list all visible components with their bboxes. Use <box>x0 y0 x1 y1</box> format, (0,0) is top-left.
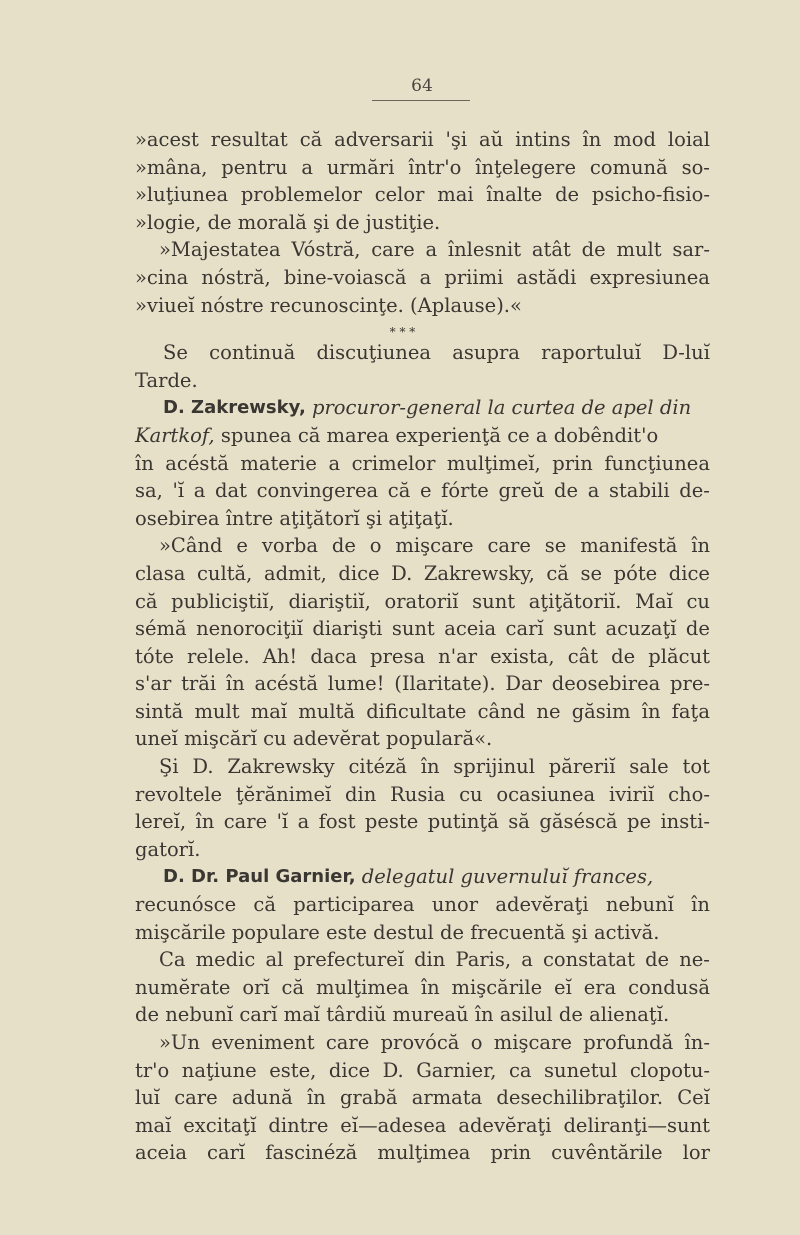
text-line <box>135 560 710 588</box>
text-line <box>135 450 710 478</box>
text-line: mişcările populare este destul de frecuentă şi activă. <box>135 920 660 944</box>
word: putinţă <box>427 810 499 834</box>
word: iviriĭ <box>609 782 655 806</box>
word: publiciştiĭ, <box>171 589 275 613</box>
word: insti- <box>660 810 710 834</box>
word: atât <box>531 238 571 262</box>
word: Zakrewsky, <box>423 561 535 585</box>
word: mult <box>616 238 662 262</box>
word: o <box>470 1031 483 1054</box>
word: astădi <box>516 265 577 289</box>
word: mai <box>437 183 474 207</box>
word: lor <box>682 1141 710 1165</box>
word: admit, <box>263 561 327 585</box>
word: deosebirea <box>551 672 661 696</box>
word: că <box>253 893 276 917</box>
word: diarişti <box>312 617 383 641</box>
word: discuţiunea <box>316 341 432 365</box>
word: se <box>580 561 603 585</box>
word: grabă <box>339 1086 398 1110</box>
word: maĭ <box>250 699 288 723</box>
word: tóte <box>135 644 174 668</box>
word: era <box>583 975 617 999</box>
word: în <box>195 810 215 834</box>
word: Vóstră, <box>291 238 361 262</box>
word: de- <box>679 479 710 503</box>
word: mulţimea <box>315 975 409 999</box>
word: în <box>135 451 154 475</box>
word: al <box>265 948 284 972</box>
word: crimelor <box>351 451 436 475</box>
word: armata <box>411 1086 483 1110</box>
word: înlesnit <box>447 238 522 262</box>
word: convingerea <box>256 479 379 503</box>
word: faţa <box>671 699 710 723</box>
word: so- <box>681 155 710 179</box>
word: din <box>414 948 446 972</box>
text-line <box>135 1112 710 1140</box>
word: că <box>299 128 323 151</box>
speaker-role: delegatul guvernuluĭ frances, <box>361 865 654 889</box>
text-line: »logie, de morală şi de justiţie. <box>135 210 441 234</box>
word: ţĕrănimeĭ <box>235 782 332 806</box>
word: de <box>555 183 580 207</box>
word: oratoriĭ <box>384 589 459 613</box>
word: dificultate <box>366 699 467 723</box>
word: Ca <box>159 948 186 972</box>
word: multă <box>298 699 356 723</box>
text-line <box>135 643 710 671</box>
word: că <box>546 561 569 585</box>
word: D. <box>391 561 413 585</box>
word: în- <box>684 1031 710 1054</box>
word: fost <box>318 810 356 834</box>
word: carĭ <box>505 617 544 641</box>
word: de <box>554 479 579 503</box>
word: în <box>420 975 440 999</box>
word: mişcările <box>451 975 543 999</box>
word: adevĕraţi <box>495 893 589 917</box>
word: tot <box>682 755 710 779</box>
word: de <box>611 644 636 668</box>
word: în <box>691 893 710 917</box>
word: dice <box>338 561 380 585</box>
word: e <box>236 534 248 558</box>
word: intins <box>515 128 571 151</box>
speaker-role: Kartkof, <box>135 423 215 447</box>
word: a <box>521 948 533 972</box>
word: sémă <box>135 617 187 641</box>
word: care <box>487 534 531 558</box>
word: Se <box>163 341 188 365</box>
word: priimi <box>444 265 504 289</box>
word: bine-voiască <box>283 265 407 289</box>
word: lereĭ, <box>135 810 187 834</box>
word: aceia <box>135 1141 187 1165</box>
word: daca <box>310 644 357 668</box>
word: póte <box>613 561 658 585</box>
text-line <box>135 532 710 560</box>
word: tr'o <box>135 1058 170 1082</box>
word: peste <box>364 810 419 834</box>
body-text <box>135 126 710 1167</box>
word: într'o <box>408 155 462 179</box>
text-line <box>135 1029 710 1057</box>
word: eveniment <box>211 1031 315 1054</box>
word: mulţimeĭ, <box>446 451 541 475</box>
word: asupra <box>452 341 520 365</box>
word: cu <box>686 589 710 613</box>
word: »Un <box>159 1031 200 1054</box>
text-line <box>135 588 710 616</box>
word: când <box>477 699 526 723</box>
word: stabili <box>608 479 670 503</box>
word: fascinéză <box>265 1141 358 1165</box>
word: acéstă <box>165 451 229 475</box>
word: »Majestatea <box>159 238 281 262</box>
text-line: gatorĭ. <box>135 837 201 861</box>
word: medic <box>195 948 256 972</box>
word: plăcut <box>648 644 710 668</box>
word: continuă <box>209 341 296 365</box>
text-line: »viueĭ nóstre recunoscinţe. (Aplause).« <box>135 293 522 317</box>
word: de <box>581 238 606 262</box>
word: clasa <box>135 561 186 585</box>
word: psicho-fisio- <box>591 183 710 207</box>
word: recunósce <box>135 893 237 917</box>
word: care <box>371 238 415 262</box>
word: deliranţi—sunt <box>563 1113 710 1137</box>
word: este, <box>269 1058 317 1082</box>
word: nenorociţiĭ <box>196 617 304 641</box>
word: »luţiunea <box>135 183 229 207</box>
word: se <box>544 534 567 558</box>
word: că <box>387 479 411 503</box>
speaker-role: procuror-general la curtea de apel din <box>312 396 692 420</box>
word: ocasiunea <box>496 782 596 806</box>
word: a <box>301 155 314 179</box>
word: mult <box>194 699 240 723</box>
word: cuvêntările <box>551 1141 663 1165</box>
word: prin <box>552 451 593 475</box>
word: luĭ <box>135 1086 161 1110</box>
word: care <box>223 810 268 834</box>
word: resultat <box>210 128 288 151</box>
word: că <box>281 975 305 999</box>
word: pre- <box>670 672 710 696</box>
word: manifestă <box>580 534 678 558</box>
word: condusă <box>628 975 710 999</box>
word: expresiunea <box>589 265 710 289</box>
word: ne <box>536 699 561 723</box>
word: dintre <box>268 1113 329 1137</box>
word: din <box>345 782 377 806</box>
word: pentru <box>221 155 288 179</box>
text-line <box>135 891 710 919</box>
word: înalte <box>486 183 543 207</box>
text-line <box>135 974 710 1002</box>
word: Şi <box>159 755 179 779</box>
word: unor <box>431 893 479 917</box>
word: profundă <box>583 1031 674 1054</box>
word: mod <box>613 128 656 151</box>
word: n'ar <box>438 644 478 668</box>
word: revoltele <box>135 782 223 806</box>
word: lume! <box>327 672 385 696</box>
word: comună <box>589 155 668 179</box>
word: Ceĭ <box>677 1086 710 1110</box>
text-line <box>135 477 710 505</box>
word: celor <box>374 183 425 207</box>
word: găséscă <box>539 810 618 834</box>
text-line <box>135 236 710 264</box>
word: 'ĭ <box>276 810 289 834</box>
word: sunetul <box>544 1058 618 1082</box>
word: carĭ <box>207 1141 246 1165</box>
text-line <box>135 863 710 891</box>
text-line <box>135 1084 710 1112</box>
text-line <box>135 1057 710 1085</box>
word: provócă <box>380 1031 460 1054</box>
word: s'ar <box>135 672 172 696</box>
word: în <box>691 534 710 558</box>
word: a <box>587 479 600 503</box>
word: 'şi <box>445 128 468 151</box>
word: adevĕraţi <box>458 1113 552 1137</box>
word: sunt <box>391 617 435 641</box>
word: în <box>225 672 245 696</box>
page-number: 64 <box>411 76 433 96</box>
word: 'ĭ <box>172 479 185 503</box>
text-line <box>135 615 710 643</box>
word: acuzaţĭ <box>605 617 677 641</box>
word: excitaţĭ <box>183 1113 257 1137</box>
word: relele. <box>187 644 250 668</box>
word: păreriĭ <box>548 755 616 779</box>
word: a <box>419 265 432 289</box>
word: în <box>306 1086 326 1110</box>
text-line <box>135 698 710 726</box>
word: aţiţătoriĭ. <box>528 589 622 613</box>
word: eĭ <box>554 975 572 999</box>
word: să <box>508 810 530 834</box>
word: (Ilaritate). <box>394 672 496 696</box>
word: în <box>641 699 661 723</box>
word: sprijinul <box>453 755 535 779</box>
word: prin <box>490 1141 532 1165</box>
text-line <box>135 781 710 809</box>
word: în <box>582 128 602 151</box>
word: sintă <box>135 699 184 723</box>
text-line <box>135 264 710 292</box>
word: a <box>297 810 310 834</box>
word: clopotu- <box>629 1058 710 1082</box>
word: sa, <box>135 479 163 503</box>
word: problemelor <box>240 183 362 207</box>
word: »cina <box>135 265 189 289</box>
text-line <box>135 422 710 450</box>
text-line <box>135 339 710 367</box>
word: cho- <box>668 782 710 806</box>
text-line <box>135 670 710 698</box>
word: sar- <box>672 238 710 262</box>
word: că <box>135 589 158 613</box>
word: mulţimea <box>377 1141 471 1165</box>
word: e <box>419 479 432 503</box>
word: cultă, <box>196 561 253 585</box>
text-line <box>135 1139 710 1167</box>
text-line <box>135 753 710 781</box>
word: de <box>645 948 670 972</box>
text-line: Tarde. <box>135 368 198 392</box>
word: dice <box>328 1058 371 1082</box>
word: adversarii <box>334 128 434 151</box>
word: înţelegere <box>475 155 576 179</box>
word: materie <box>240 451 317 475</box>
speaker-name: D. Zakrewsky, <box>163 397 306 419</box>
word: Zakrewsky <box>227 755 335 779</box>
word: Paris, <box>455 948 512 972</box>
word: mişcare <box>493 1031 572 1054</box>
word: trăi <box>181 672 217 696</box>
section-separator: * * * <box>389 325 416 340</box>
word: cât <box>567 644 599 668</box>
text-line <box>135 946 710 974</box>
word: numĕrate <box>135 975 231 999</box>
word: a <box>425 238 438 262</box>
word: prefectureĭ <box>293 948 404 972</box>
text-line <box>135 181 710 209</box>
word: care <box>174 1086 218 1110</box>
word: sunt <box>472 589 516 613</box>
word: aceia <box>444 617 497 641</box>
word: sunt <box>553 617 597 641</box>
word: Dar <box>505 672 542 696</box>
word: pe <box>626 810 652 834</box>
word: în <box>420 755 440 779</box>
word: naţiune <box>181 1058 257 1082</box>
word: maĭ <box>135 1113 172 1137</box>
word: ne- <box>679 948 710 972</box>
word: eĭ—adesea <box>340 1113 447 1137</box>
word: nebunĭ <box>605 893 674 917</box>
word: nóstră, <box>201 265 271 289</box>
word: funcţiunea <box>604 451 710 475</box>
word: a <box>328 451 341 475</box>
word: o <box>369 534 382 558</box>
word: diariştiĭ, <box>288 589 371 613</box>
word: D. <box>192 755 214 779</box>
speaker-name: D. Dr. Paul Garnier, <box>163 866 356 888</box>
word: a <box>193 479 206 503</box>
word: dice <box>668 561 710 585</box>
word: »acest <box>135 128 199 151</box>
word: Maĭ <box>635 589 673 613</box>
word: urmări <box>326 155 395 179</box>
word: de <box>331 534 356 558</box>
text-line <box>135 154 710 182</box>
word: de <box>685 617 710 641</box>
word: exista, <box>490 644 555 668</box>
word: acéstă <box>254 672 319 696</box>
word: aŭ <box>479 128 504 151</box>
header-rule <box>372 100 470 101</box>
word: participarea <box>293 893 415 917</box>
word: adună <box>231 1086 293 1110</box>
word: sale <box>629 755 669 779</box>
text-line: uneĭ mişcărĭ cu adevĕrat populară«. <box>135 727 493 751</box>
word: loial <box>667 128 710 151</box>
word: Garnier, <box>416 1058 497 1082</box>
word: care <box>325 1031 370 1054</box>
word: raportuluĭ <box>541 341 642 365</box>
word: ca <box>508 1058 532 1082</box>
word: cu <box>459 782 483 806</box>
word: desechilibraţilor. <box>496 1086 664 1110</box>
text-line <box>135 394 710 422</box>
word: Rusia <box>390 782 446 806</box>
word: fórte <box>441 479 489 503</box>
word: »mâna, <box>135 155 208 179</box>
word: mişcare <box>395 534 474 558</box>
text-line <box>135 126 710 154</box>
word: dat <box>215 479 247 503</box>
text-line <box>135 808 710 836</box>
word: D. <box>382 1058 404 1082</box>
word: citéză <box>348 755 407 779</box>
text-line: de nebunĭ carĭ maĭ târdiŭ mureaŭ în asilul de alienaţĭ. <box>135 1003 670 1027</box>
word: vorba <box>261 534 319 558</box>
word: găsim <box>571 699 631 723</box>
word: D-luĭ <box>662 341 710 365</box>
word: »Când <box>159 534 223 558</box>
word: Ah! <box>262 644 298 668</box>
text-line: osebirea între aţiţătorĭ şi aţiţaţĭ. <box>135 506 454 530</box>
word: orĭ <box>242 975 270 999</box>
word: constatat <box>542 948 635 972</box>
word: greŭ <box>498 479 545 503</box>
word: presa <box>370 644 426 668</box>
text-span: spunea că marea experienţă ce a dobêndit'o <box>220 423 659 447</box>
